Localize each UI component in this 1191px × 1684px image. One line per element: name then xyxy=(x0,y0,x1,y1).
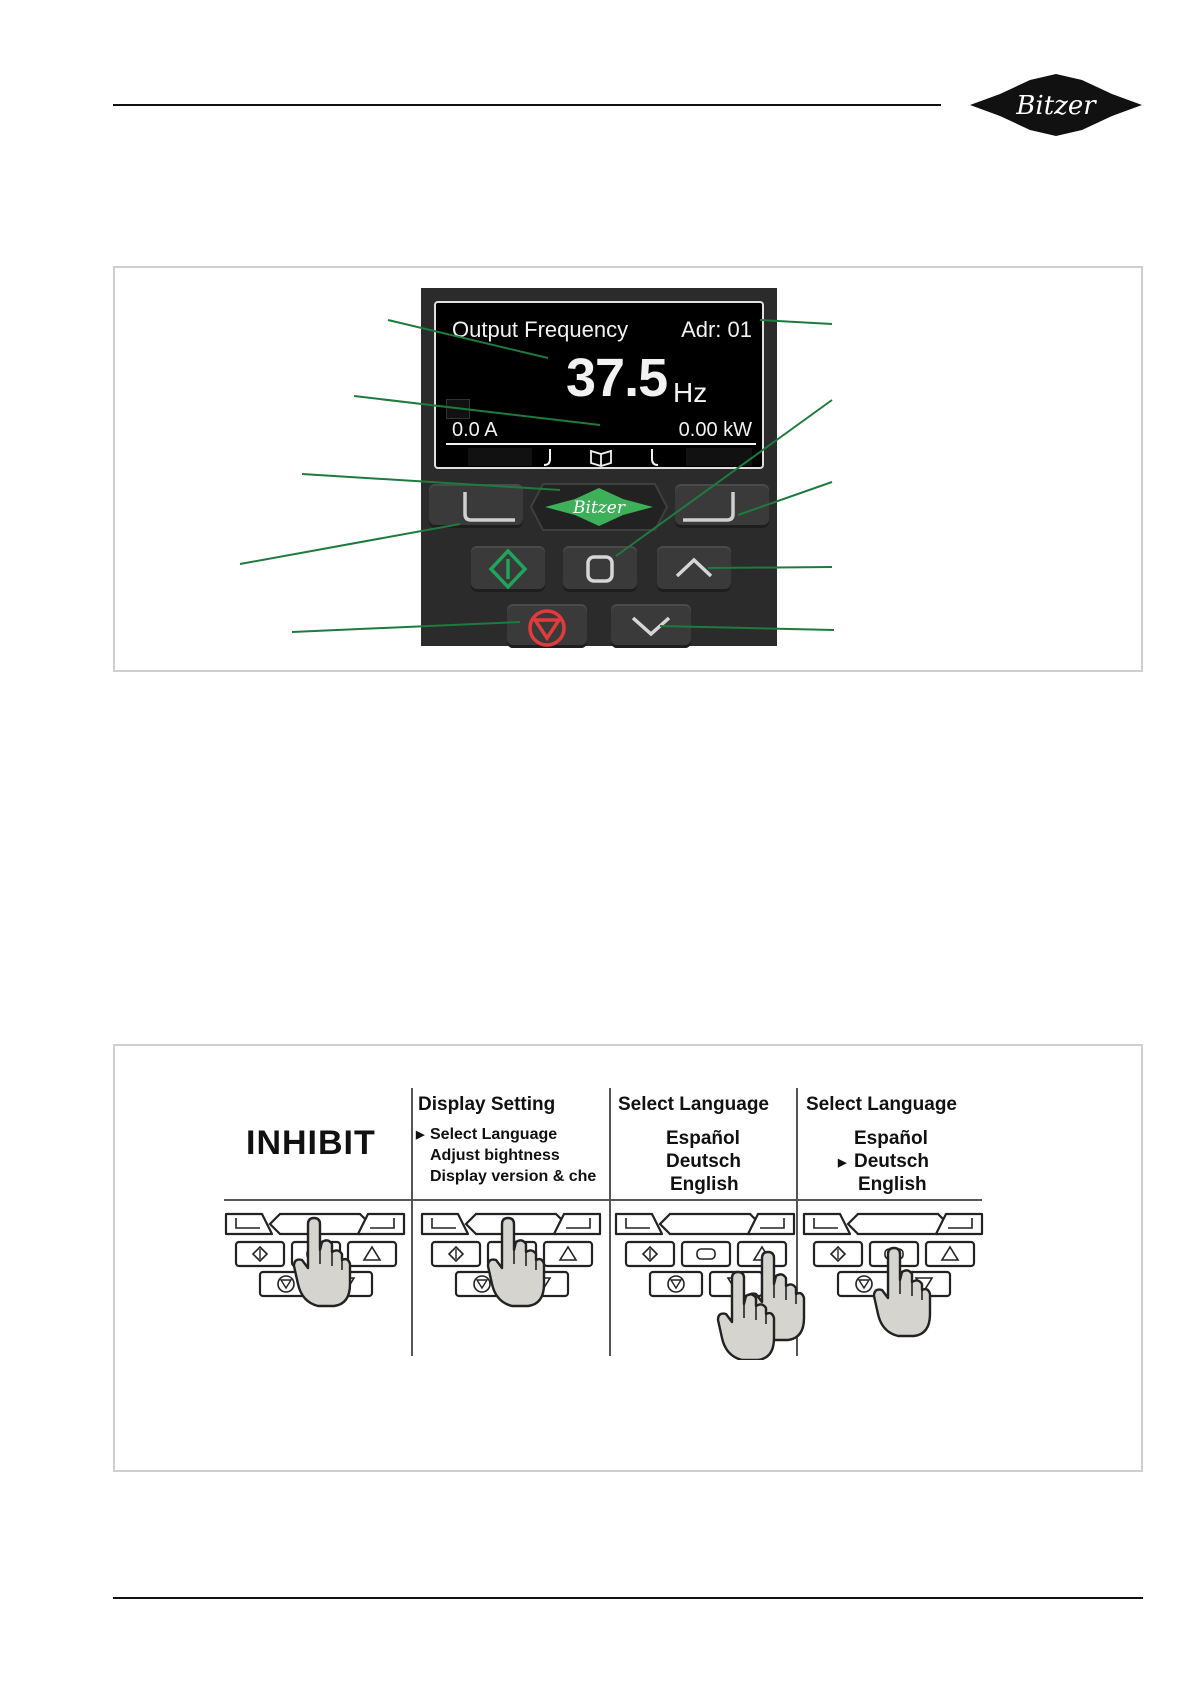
step4-title: Select Language xyxy=(806,1094,957,1115)
step2-item-3: Display version & che xyxy=(430,1168,597,1185)
leader-lines xyxy=(0,0,1191,700)
address-label: Adr: 01 xyxy=(681,317,752,342)
step4-keypad xyxy=(804,1214,982,1336)
step3-title: Select Language xyxy=(618,1094,769,1115)
bitzer-key-logo: Bitzer xyxy=(573,498,625,518)
step1-keypad xyxy=(226,1214,404,1306)
step3-item-2: Deutsch xyxy=(666,1151,741,1172)
step4-selection-arrow: ▶ xyxy=(838,1157,847,1169)
logo-wordmark: Bitzer xyxy=(1016,91,1096,121)
step4-item-3: English xyxy=(858,1174,927,1195)
step3-item-3: English xyxy=(670,1174,739,1195)
step-keypad-drawings xyxy=(0,1200,1191,1360)
step2-item-2: Adjust bightness xyxy=(430,1147,560,1164)
step1-status: INHIBIT xyxy=(246,1124,376,1162)
step4-item-2: Deutsch xyxy=(854,1151,929,1172)
main-value: 37.5 xyxy=(566,348,668,408)
step2-item-1: Select Language xyxy=(430,1126,558,1143)
step2-title: Display Setting xyxy=(418,1094,556,1115)
main-unit: Hz xyxy=(673,377,708,408)
step2-selection-arrow: ▶ xyxy=(416,1129,425,1141)
footer-rule xyxy=(113,1597,1143,1599)
step4-item-1: Español xyxy=(854,1128,928,1149)
current-value: 0.0 A xyxy=(452,419,498,441)
power-value: 0.00 kW xyxy=(678,419,752,441)
step3-keypad xyxy=(616,1214,804,1360)
parameter-label: Output Frequency xyxy=(452,317,629,342)
step3-item-1: Español xyxy=(666,1128,740,1149)
step2-keypad xyxy=(422,1214,600,1306)
